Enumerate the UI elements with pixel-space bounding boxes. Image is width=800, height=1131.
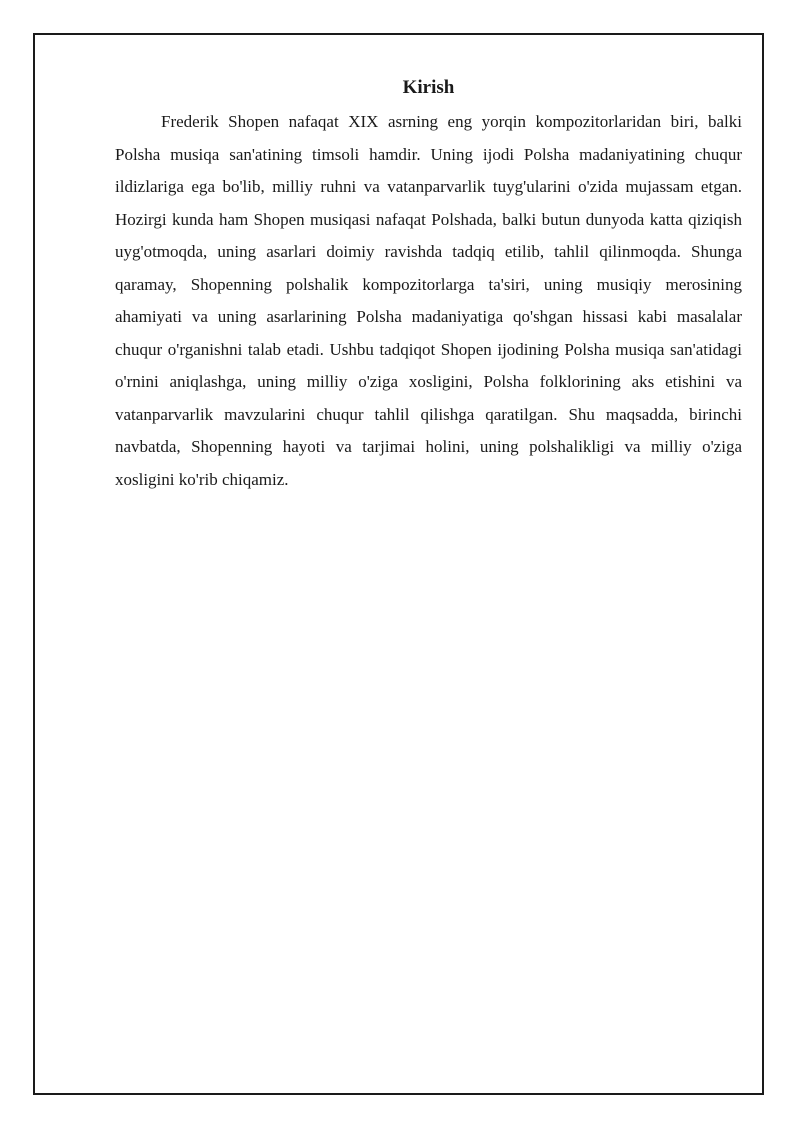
document-body — [115, 74, 742, 496]
intro-paragraph: Frederik Shopen nafaqat XIX asrning eng yorqin kompozitorlaridan biri, balki Polsha musiqa san'atining timsoli hamdir. Uning ijodi Polsha madaniyatining chuqur ildizlariga ega bo'lib, milliy ruhni va vatanparvarlik tuyg'ularini o'zida mujassam etgan. Hozirgi kunda ham Shopen musiqasi nafaqat Polshada, balki butun dunyoda katta qiziqish uyg'otmoqda, uning asarlari doimiy ravishda tadqiq etilib, tahlil qilinmoqda. Shunga qaramay, Shopenning polshalik kompozitorlarga ta'siri, uning musiqiy merosining ahamiyati va uning asarlarining Polsha madaniyatiga qo'shgan hissasi kabi masalalar chuqur o'rganishni talab etadi. Ushbu tadqiqot Shopen ijodining Polsha musiqa san'atidagi o'rnini aniqlashga, uning milliy o'ziga xosligini, Polsha folklorining aks etishini va vatanparvarlik mavzularini chuqur tahlil qilishga qaratilgan. Shu maqsadda, birinchi navbatda, Shopenning hayoti va tarjimai holini, uning polshalikligi va milliy o'ziga xosligini ko'rib chiqamiz. — [115, 112, 742, 489]
section-title: Kirish — [402, 77, 455, 98]
